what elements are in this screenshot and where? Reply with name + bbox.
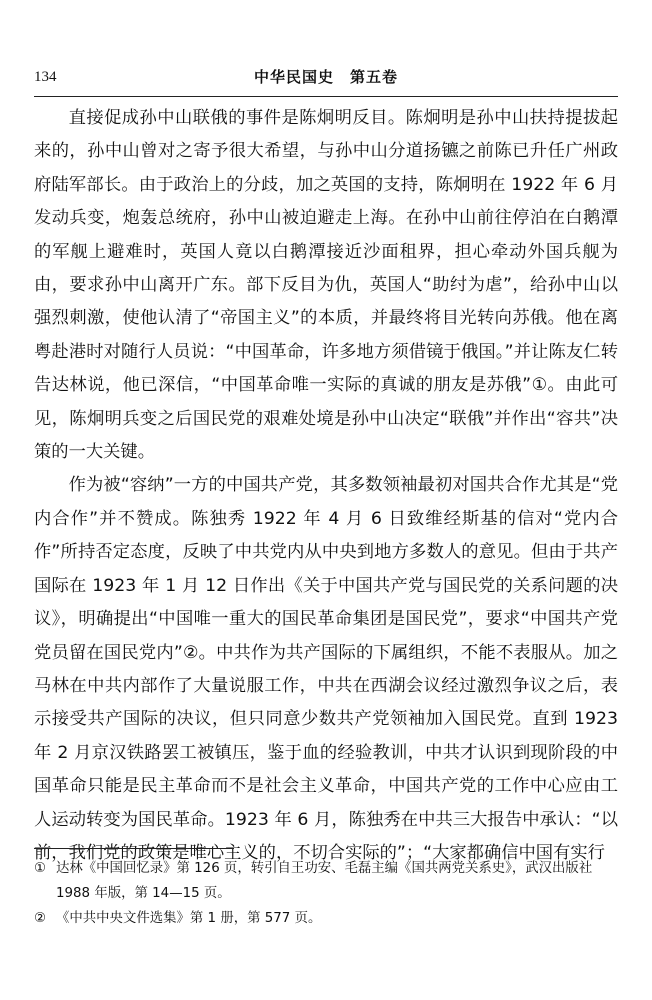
footnote-text: 《中共中央文件选集》第 1 册，第 577 页。 bbox=[56, 911, 322, 926]
footnote-mark: ① bbox=[34, 861, 47, 876]
running-title: 中华民国史 第五卷 bbox=[253, 68, 398, 86]
footnote-text: 达林《中国回忆录》第 126 页，转引自王功安、毛磊主编《国共两党关系史》，武汉出版社 1988 年版，第 14—15 页。 bbox=[56, 861, 593, 901]
page-header bbox=[34, 66, 618, 92]
footnote-mark: ② bbox=[34, 911, 47, 926]
page-number: 134 bbox=[34, 69, 57, 85]
body-text bbox=[34, 102, 618, 870]
footnote-rule bbox=[34, 848, 234, 849]
footnote bbox=[34, 856, 618, 906]
header-rule bbox=[34, 96, 618, 97]
footnotes bbox=[34, 856, 618, 931]
footnote bbox=[34, 906, 618, 931]
paragraph: 作为被“容纳”一方的中国共产党，其多数领袖最初对国共合作尤其是“党内合作”并不赞成。陈独秀 1922 年 4 月 6 日致维经斯基的信对“党内合作”所持否定态度，反映了中共党内从中央到地方多数人的意见。但由于共产国际在 1923 年 1 月 12 日作出《关于中国共产党与国民党的关系问题的决议》，明确提出“中国唯一重大的国民革命集团是国民党”，要求“中国共产党党员留在国民党内”②。中共作为共产国际的下属组织，不能不表服从。加之马林在中共内部作了大量说服工作，中共在西湖会议经过激烈争议之后，表示接受共产国际的决议，但只同意少数共产党领袖加入国民党。直到 1923 年 2 月京汉铁路罢工被镇压，鉴于血的经验教训，中共才认识到现阶段的中国革命只能是民主革命而不是社会主义革命，中国共产党的工作中心应由工人运动转变为国民革命。1923 年 6 月，陈独秀在中共三大报告中承认：“以前，我们党的政策是唯心主义的，不切合实际的”；“大家都确信中国有实行 bbox=[34, 475, 618, 863]
paragraph: 直接促成孙中山联俄的事件是陈炯明反目。陈炯明是孙中山扶持提拔起来的，孙中山曾对之寄予很大希望，与孙中山分道扬镳之前陈已升任广州政府陆军部长。由于政治上的分歧，加之英国的支持，陈炯明在 1922 年 6 月发动兵变，炮轰总统府，孙中山被迫避走上海。在孙中山前往停泊在白鹅潭的军舰上避难时，英国人竟以白鹅潭接近沙面租界，担心牵动外国兵舰为由，要求孙中山离开广东。部下反目为仇，英国人“助纣为虐”，给孙中山以强烈刺激，使他认清了“帝国主义”的本质，并最终将目光转向苏俄。他在离粤赴港时对随行人员说：“中国革命，许多地方须借镜于俄国。”并让陈友仁转告达林说，他已深信，“中国革命唯一实际的真诚的朋友是苏俄”①。由此可见，陈炯明兵变之后国民党的艰难处境是孙中山决定“联俄”并作出“容共”决策的一大关键。 bbox=[34, 108, 618, 463]
